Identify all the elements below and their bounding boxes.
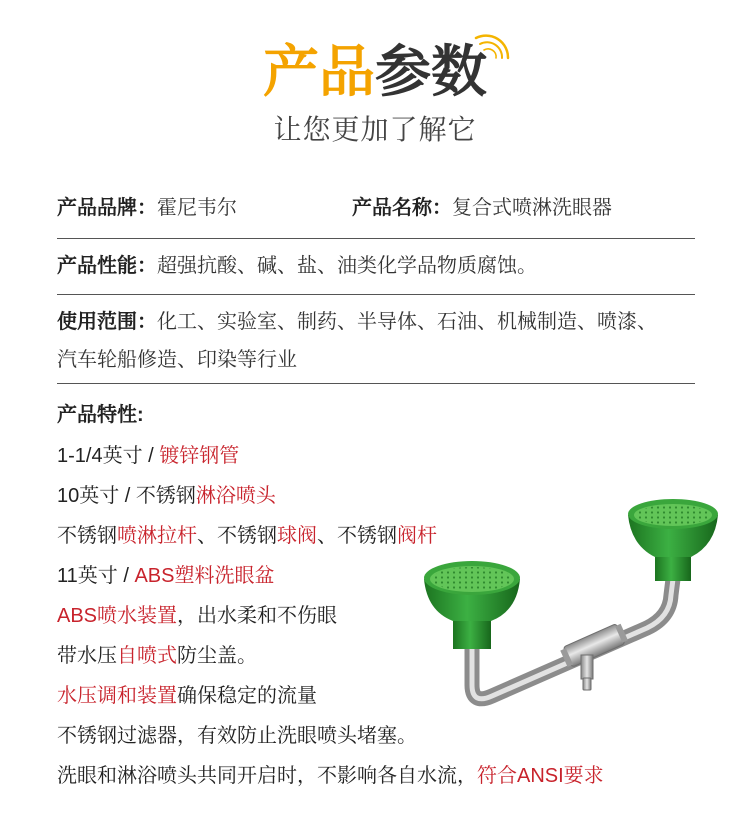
decorative-arc-icon: [468, 24, 516, 72]
feature-text: 镀锌钢管: [159, 445, 240, 467]
feature-text: 确保稳定的流量: [177, 685, 317, 707]
feature-item: [57, 716, 604, 756]
spec-performance-label: 产品性能：: [57, 255, 157, 277]
feature-text: 自喷式: [117, 645, 177, 667]
feature-text: ABS塑料洗眼盆: [134, 565, 275, 587]
page-title: [0, 40, 750, 104]
feature-text: 水压调和装置: [57, 685, 177, 707]
feature-text: ABS喷水装置: [57, 605, 178, 627]
title-accent: 产品: [263, 40, 375, 103]
spec-brand-value: 霍尼韦尔: [157, 197, 237, 219]
feature-text: 喷淋拉杆: [117, 525, 197, 547]
feature-text: 10英寸 / 不锈钢: [57, 485, 196, 507]
spec-usage-label: 使用范围：: [57, 311, 157, 333]
right-eyewash-bowl: [628, 499, 718, 581]
feature-item: [57, 756, 604, 796]
feature-text: ，出水柔和不伤眼: [177, 605, 338, 627]
feature-text: 淋浴喷头: [195, 485, 276, 507]
feature-item: [57, 436, 604, 476]
spec-brand: [57, 194, 237, 222]
spec-performance-value: 超强抗酸、碱、盐、油类化学品物质腐蚀。: [157, 255, 537, 277]
divider: [57, 238, 695, 239]
valve-junction: [559, 622, 628, 690]
divider: [57, 383, 695, 384]
spec-usage-value-line1: 化工、实验室、制药、半导体、石油、机械制造、喷漆、: [157, 311, 657, 333]
feature-text: 球阀: [277, 525, 317, 547]
spec-brand-label: 产品品牌：: [57, 197, 157, 219]
spec-performance: [57, 252, 537, 280]
spec-usage-value-line2: 汽车轮船修造、印染等行业: [57, 349, 297, 371]
spec-name: [352, 194, 612, 222]
feature-text: 防尘盖。: [177, 645, 257, 667]
spec-usage-continued: [57, 341, 297, 379]
features-heading: 产品特性:: [57, 404, 144, 426]
feature-text: 不锈钢: [57, 525, 117, 547]
feature-text: 、不锈钢: [317, 525, 397, 547]
feature-text: 阀杆: [397, 525, 437, 547]
spec-name-value: 复合式喷淋洗眼器: [452, 197, 612, 219]
left-eyewash-bowl: [424, 561, 520, 649]
feature-text: 1-1/4英寸 /: [57, 445, 160, 467]
feature-text: 洗眼和淋浴喷头共同开启时，不影响各自水流，: [57, 765, 477, 787]
divider: [57, 294, 695, 295]
page-subtitle: 让您更加了解它: [273, 114, 477, 145]
feature-text: 带水压: [57, 645, 117, 667]
feature-text: 不锈钢过滤器，有效防止洗眼喷头堵塞。: [57, 725, 417, 747]
spec-usage: [57, 303, 657, 341]
feature-text: 符合ANSI要求: [477, 765, 604, 787]
spec-name-label: 产品名称：: [352, 197, 452, 219]
feature-text: 11英寸 /: [57, 565, 135, 587]
feature-text: 、不锈钢: [197, 525, 277, 547]
title-main: 参数: [375, 40, 487, 103]
eyewash-product-image: [415, 495, 725, 710]
